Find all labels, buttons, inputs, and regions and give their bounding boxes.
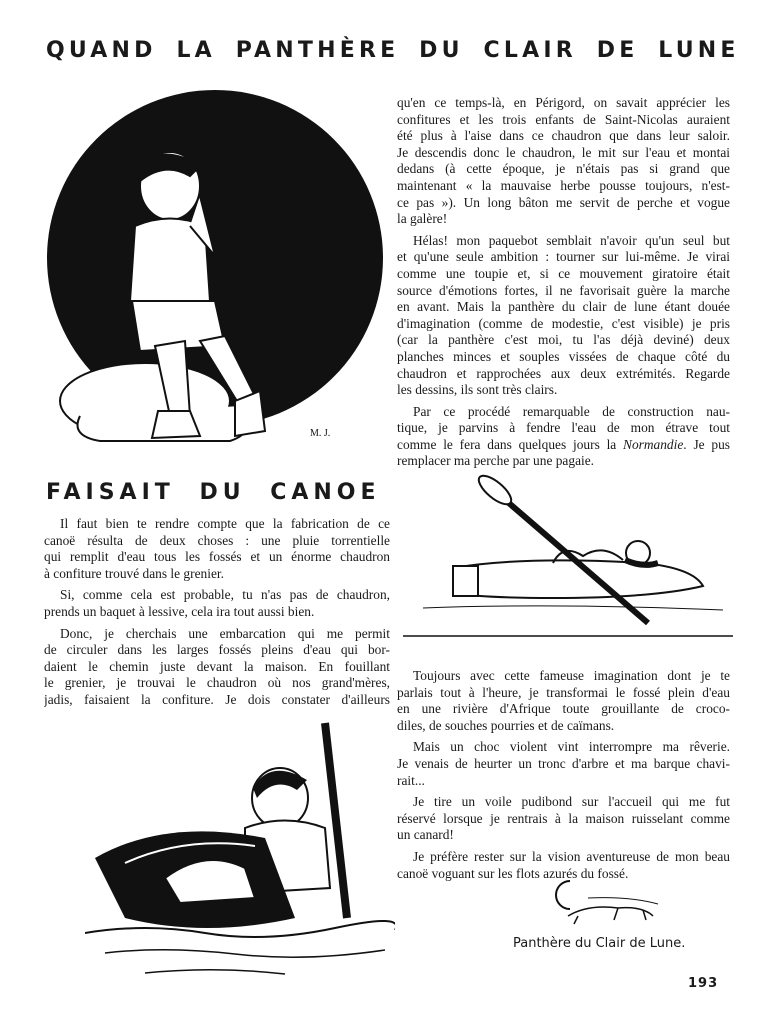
text-line: réservé lorsque je rentrais à la maison ruisselant comme [397,810,730,826]
text-line: chaudron et rapprochées aux deux extrémités. Regarde [397,365,730,381]
text-line: confitures et les trois enfants de Saint-Nicolas auraient [397,111,730,127]
text-line: ce pas »). Un long bâton me servit de perche et vogue [397,194,730,210]
text-line: source d'émotions fortes, il ne favorisait guère la marche [397,282,730,298]
canoe-illustration [403,468,733,643]
text-line: en avant. Mais la panthère du clair de lune étant douée [397,299,730,315]
text-line: Si, comme cela est probable, tu n'as pas de chaudron, [60,587,390,603]
text-line: le grenier, je trouvai le chaudron où nos grand'mères, [44,675,390,691]
signature: Panthère du Clair de Lune. [513,936,686,951]
text-line: (car la panthère c'est moi, tu l'as déjà deviné) deux [397,332,730,348]
text-line: daient le chemin juste devant la maison. En fouillant [44,658,390,674]
text-line: et qu'une seule ambition : tourner sur lui-même. Je virai [397,249,730,265]
text-line: comme le fera dans quelques jours la Normandie. Je pus [397,436,730,452]
cauldron-boy-illustration [85,718,395,988]
text-line: qui remplit d'eau tous les fossés et un énorme chaudron [44,549,390,565]
text-line: Il faut bien te rendre compte que la fabrication de ce [60,516,390,531]
paragraph [44,587,390,620]
moon-boy-illustration [40,86,390,456]
text-line: rait... [397,772,425,788]
text-line: tique, je parvins à fendre l'eau de mon étrave tout [397,420,730,436]
paragraph [397,794,730,844]
text-line: prends un baquet à lessive, cela ira tout aussi bien. [44,603,315,619]
panther-signature-drawing [548,876,668,926]
paragraph [44,626,390,709]
left-column [44,516,390,709]
text-line: qu'en ce temps-là, en Périgord, on savait apprécier les [397,95,730,110]
text-line: remplacer ma perche par une pagaie. [397,453,595,469]
text-line: les dessins, ils sont très clairs. [397,382,558,398]
text-line: Mais un choc violent vint interrompre ma rêverie. [413,739,730,755]
right-column-top [397,95,730,470]
paragraph [397,668,730,734]
text-line: d'imagination (comme de modestie, c'est visible) je pris [397,315,730,331]
text-line: diles, de souches pourries et de caïmans. [397,717,615,733]
text-line: été plus à l'aise dans ce chaudron que dans leur saloir. [397,128,730,144]
text-line: de circuler dans les larges fossés pleins d'eau qui bor- [44,642,390,658]
paragraph [397,95,730,228]
text-line: à confiture trouvé dans le grenier. [44,565,224,581]
text-line: Je tire un voile pudibond sur l'accueil qui me fut [413,794,730,810]
paragraph [397,739,730,789]
article-subtitle: FAISAIT DU CANOE [46,480,381,505]
text-line: Donc, je cherchais une embarcation qui me permit [60,625,390,641]
paragraph [397,404,730,470]
text-line: planches minces et souples vissées de chaque côté du [397,348,730,364]
page-number: 193 [688,976,719,991]
text-line: canoë résulta de deux choses : une pluie torrentielle [44,532,390,548]
article-title: QUAND LA PANTHÈRE DU CLAIR DE LUNE [46,38,740,63]
text-line: parlais tout à l'heure, je transformai le fossé plein d'eau [397,684,730,700]
text-line: Hélas! mon paquebot semblait n'avoir qu'un seul but [413,232,730,248]
text-line: maintenant « la mauvaise herbe pousse toujours, n'est- [397,177,730,193]
paragraph [397,233,730,399]
text-line: canoë voguant sur les flots azurés du fossé. [397,865,629,881]
text-line: Par ce procédé remarquable de construction nau- [413,403,730,419]
text-line: un canard! [397,827,454,843]
right-column-bottom [397,668,730,882]
text-line: comme une toupie et, si ce mouvement giratoire était [397,265,730,281]
text-line: dedans (à cette époque, je n'étais pas si grand que [397,161,730,177]
paragraph [44,516,390,582]
text-line: la galère! [397,211,448,227]
illustrator-initials: M. J. [310,428,331,439]
text-line: Je descendis donc le chaudron, le mit sur l'eau et montai [397,144,730,160]
text-line: Toujours avec cette fameuse imagination dont je te [413,668,730,683]
text-line: Je venais de heurter un tronc d'arbre et ma barque chavi- [397,755,730,771]
text-line: en une rivière d'Afrique toute grouillante de croco- [397,701,730,717]
text-line: Je préfère rester sur la vision aventureuse de mon beau [413,848,730,864]
text-line: jadis, faisaient la confiture. Je dois constater d'ailleurs [44,691,390,707]
